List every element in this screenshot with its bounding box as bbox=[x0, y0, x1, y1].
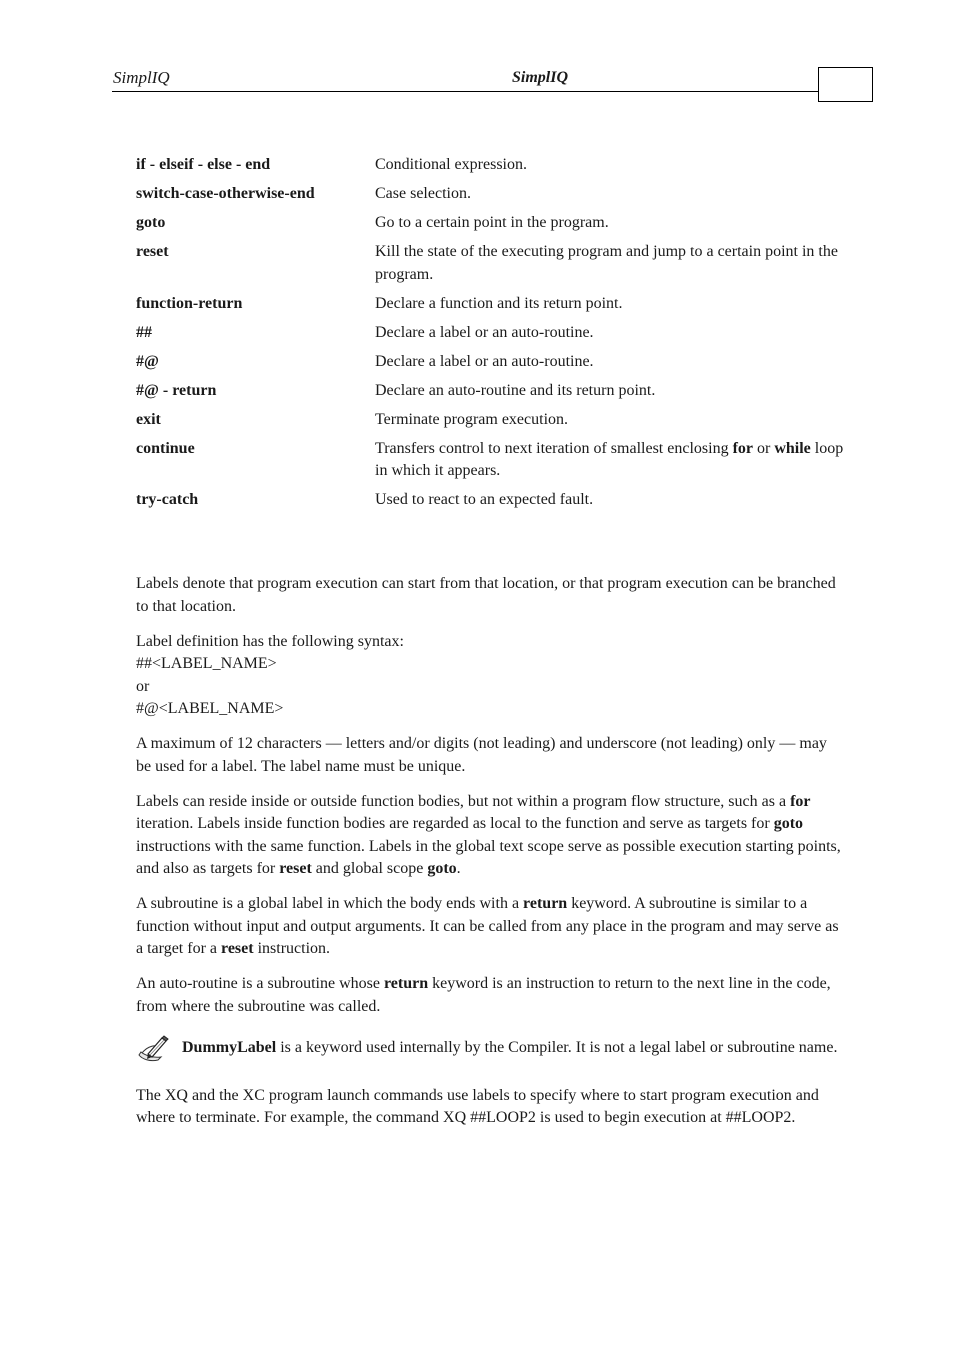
keyword-name: #@ - return bbox=[136, 381, 217, 399]
syntax-or: or bbox=[136, 677, 150, 695]
note-block bbox=[136, 1031, 846, 1073]
table-row bbox=[136, 351, 846, 374]
keyword-name: continue bbox=[136, 439, 195, 457]
labels-section bbox=[136, 573, 846, 1142]
paragraph: A maximum of 12 characters — letters and/or digits (not leading) and underscore (not leading) only — may be used for a label. The label name must be unique. bbox=[136, 735, 827, 775]
page-number-box bbox=[818, 67, 873, 102]
keyword-name: #@ bbox=[136, 352, 159, 370]
paragraph: Labels can reside inside or outside function bodies, but not within a program flow structure, such as a for iteration. Labels inside function bodies are regarded as local to the function and serve as targets for goto instructions with the same function. Labels in the global text scope serve as possible execution starting points, and also as targets for reset and global scope goto. bbox=[136, 792, 841, 877]
table-row bbox=[136, 293, 846, 316]
keyword-description: Transfers control to next iteration of smallest enclosing for or while loop in which it appears. bbox=[375, 439, 844, 479]
paragraph: Labels denote that program execution can start from that location, or that program execution can be branched to that location. bbox=[136, 575, 836, 615]
table-row bbox=[136, 489, 846, 512]
paragraph: The XQ and the XC program launch commands use labels to specify where to start program execution and where to terminate. For example, the command XQ ##LOOP2 is used to begin execution at ##LOOP2. bbox=[136, 1086, 819, 1126]
keyword-name: ## bbox=[136, 323, 152, 341]
keyword-name: exit bbox=[136, 410, 161, 428]
keyword-description: Terminate program execution. bbox=[375, 410, 569, 428]
keyword-name: if - elseif - else - end bbox=[136, 156, 271, 173]
table-row bbox=[136, 380, 846, 403]
keyword-description: Declare a label or an auto-routine. bbox=[375, 352, 594, 370]
keyword-description: Declare a function and its return point. bbox=[375, 294, 623, 312]
table-row bbox=[136, 212, 846, 235]
syntax-form: #@<LABEL_NAME> bbox=[136, 700, 284, 717]
syntax-intro: Label definition has the following syntax: bbox=[136, 632, 404, 650]
header-center-title: SimplIQ bbox=[511, 69, 568, 86]
table-row bbox=[136, 438, 846, 483]
table-row bbox=[136, 241, 846, 286]
keyword-name: try-catch bbox=[136, 491, 199, 508]
keyword-table bbox=[136, 154, 846, 518]
keyword-name: switch-case-otherwise-end bbox=[136, 185, 315, 202]
table-row bbox=[136, 183, 846, 206]
keyword-description: Declare a label or an auto-routine. bbox=[375, 323, 594, 341]
paragraph: A subroutine is a global label in which the body ends with a return keyword. A subroutine is similar to a function without input and output arguments. It can be called from any place in the program and may serve as a target for a reset instruction. bbox=[136, 895, 839, 957]
keyword-description: Conditional expression. bbox=[375, 156, 527, 173]
syntax-form: ##<LABEL_NAME> bbox=[136, 655, 277, 672]
keyword-description: Case selection. bbox=[375, 185, 471, 202]
paragraph: An auto-routine is a subroutine whose return keyword is an instruction to return to the next line in the code, from where the subroutine was called. bbox=[136, 975, 831, 1015]
header-left-title: SimplIQ bbox=[113, 68, 170, 87]
syntax-block bbox=[136, 631, 846, 721]
note-text: DummyLabel is a keyword used internally by the Compiler. It is not a legal label or subroutine name. bbox=[182, 1038, 838, 1056]
keyword-description: Kill the state of the executing program and jump to a certain point in the program. bbox=[375, 243, 838, 283]
table-row bbox=[136, 409, 846, 432]
keyword-description: Go to a certain point in the program. bbox=[375, 214, 609, 231]
keyword-name: function-return bbox=[136, 294, 243, 312]
table-row bbox=[136, 322, 846, 345]
pencil-note-icon bbox=[136, 1031, 182, 1073]
header-rule bbox=[112, 91, 819, 92]
keyword-description: Declare an auto-routine and its return point. bbox=[375, 381, 656, 399]
table-row bbox=[136, 154, 846, 177]
keyword-name: goto bbox=[136, 214, 166, 231]
keyword-name: reset bbox=[136, 243, 169, 260]
keyword-description: Used to react to an expected fault. bbox=[375, 491, 594, 508]
